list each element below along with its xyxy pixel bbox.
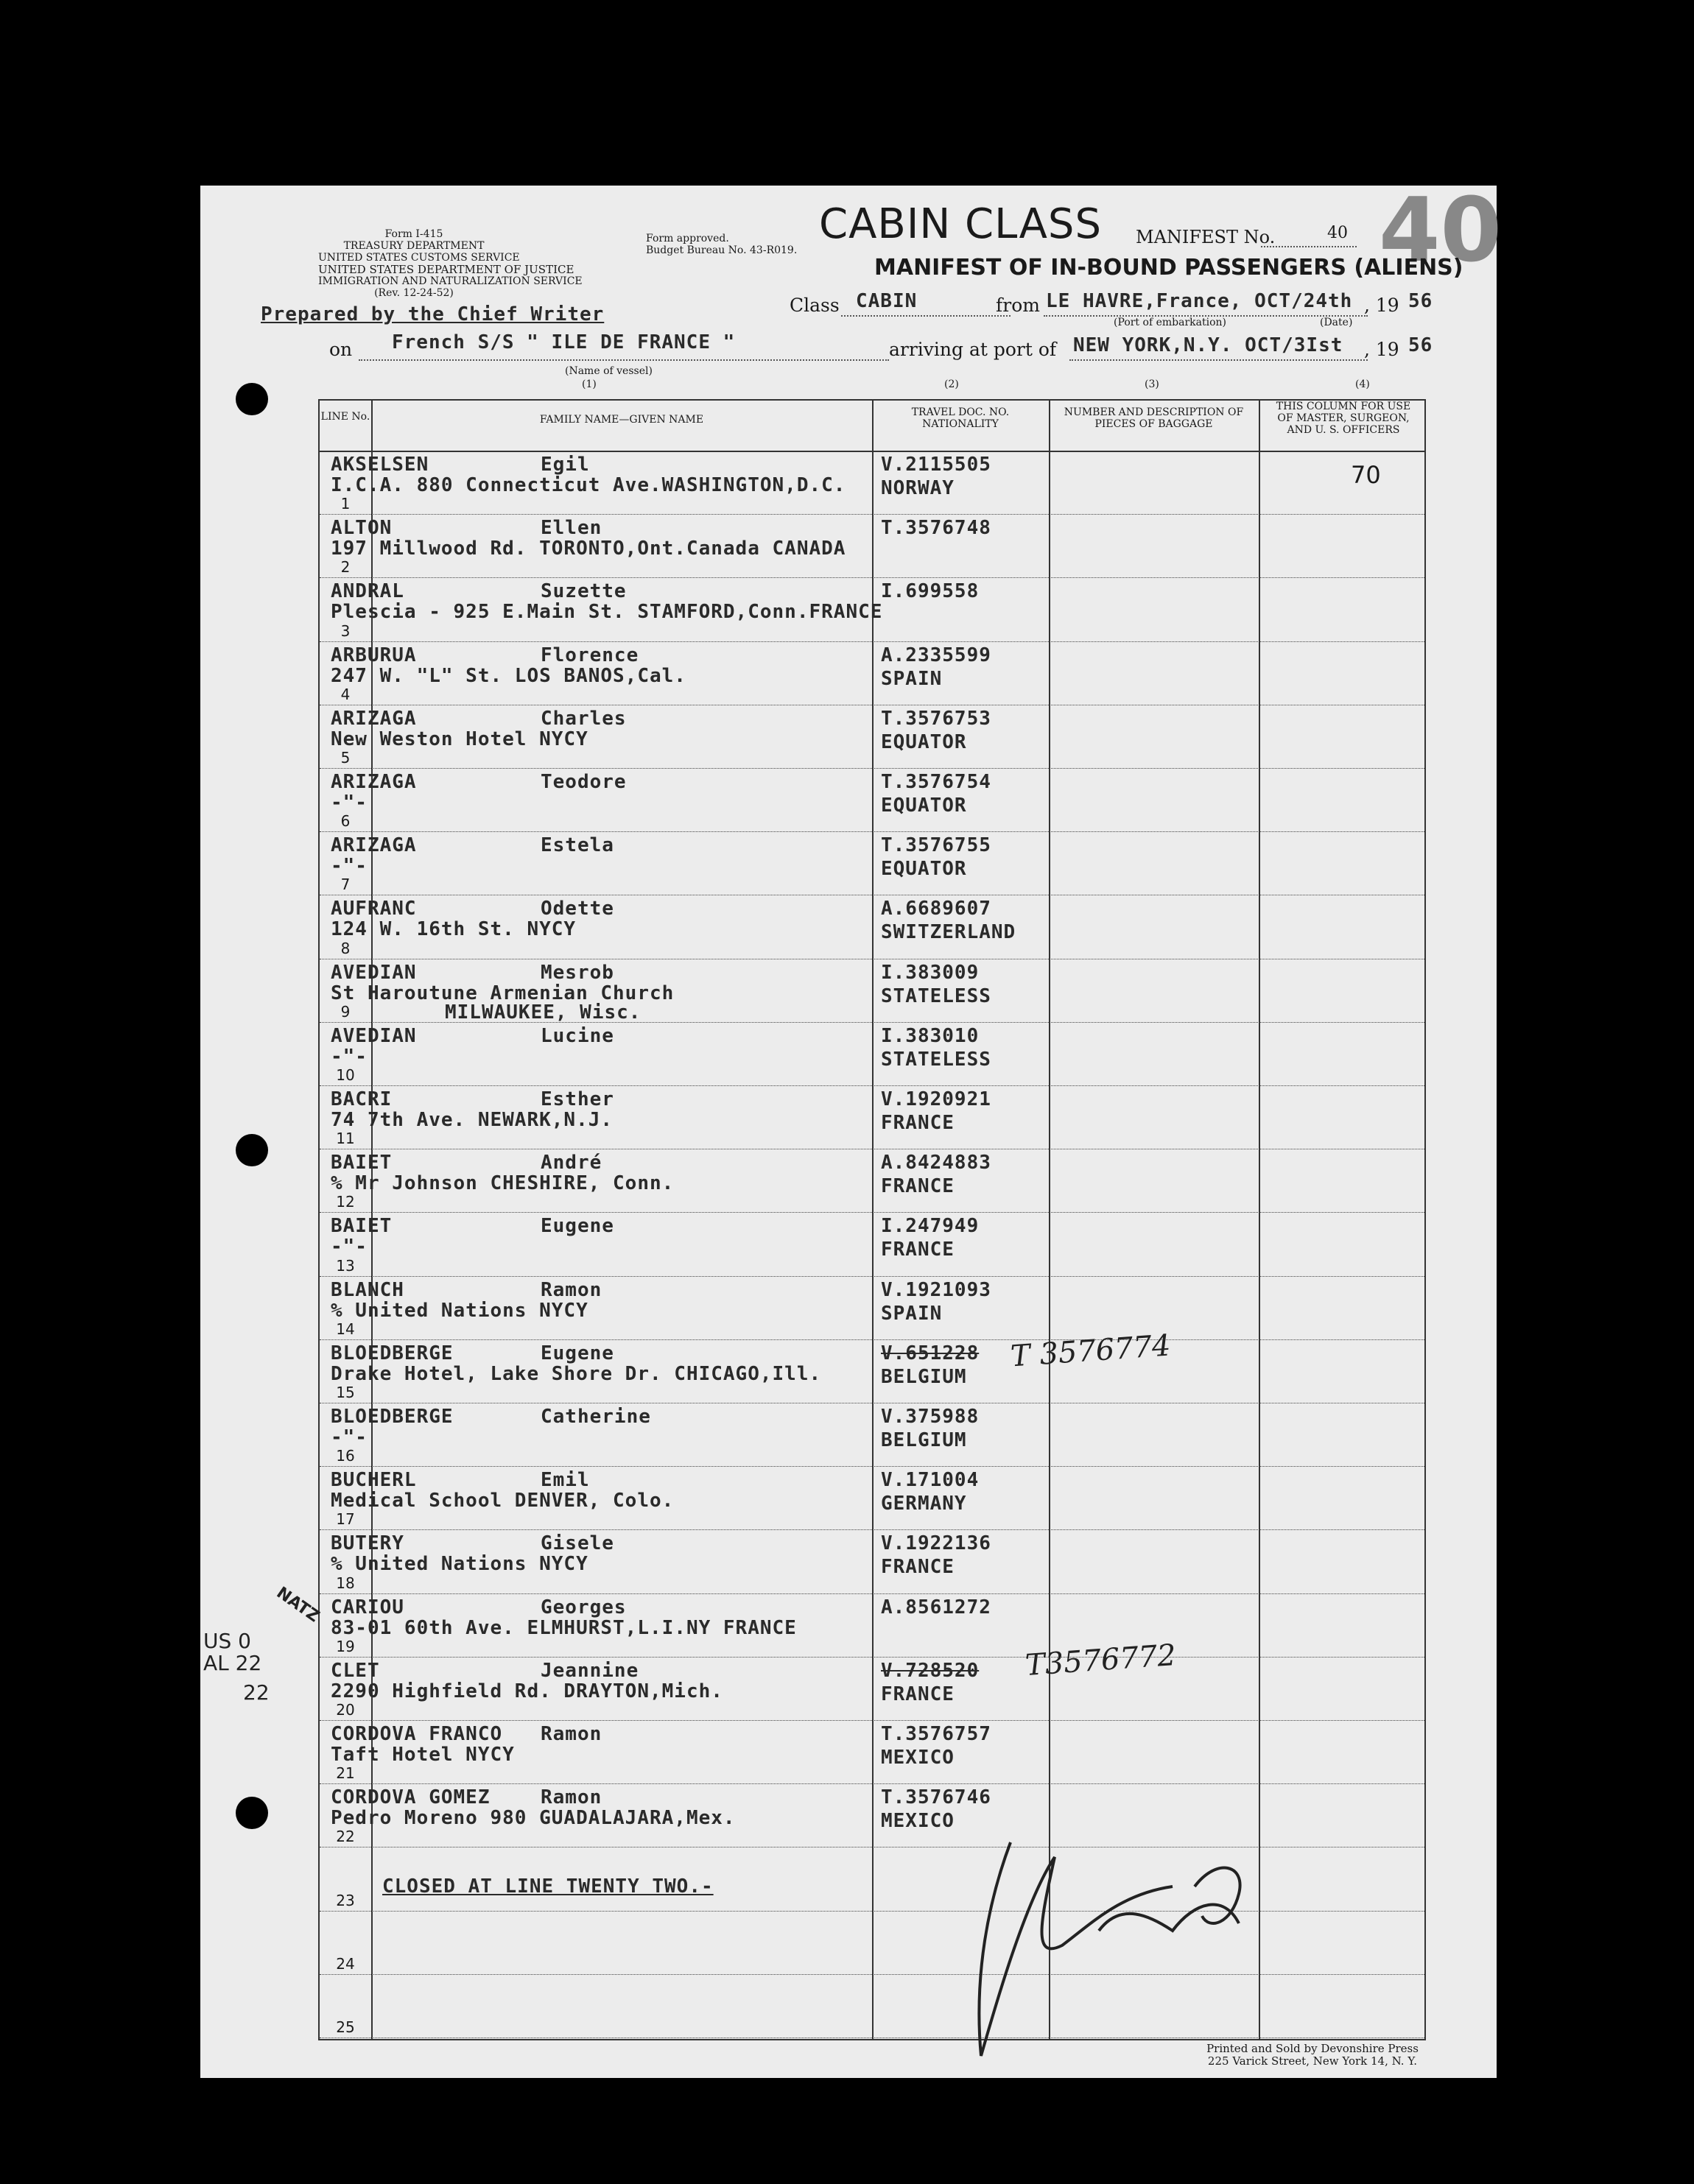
table-row <box>320 1339 1424 1403</box>
line-number: 7 <box>340 876 351 894</box>
given-name: Catherine <box>541 1406 651 1428</box>
given-name: Estela <box>541 834 614 857</box>
year1-value: 56 <box>1408 290 1433 312</box>
customs-service: UNITED STATES CUSTOMS SERVICE <box>318 252 520 264</box>
nationality: EQUATOR <box>881 858 967 881</box>
address: 74 7th Ave. NEWARK,N.J. <box>331 1109 614 1131</box>
cabin-class-title: CABIN CLASS <box>819 200 1103 248</box>
line-number: 14 <box>336 1320 355 1338</box>
line-number: 21 <box>336 1764 355 1783</box>
family-name: BACRI <box>331 1088 393 1110</box>
table-row <box>320 1276 1424 1339</box>
from-label: from <box>996 295 1040 316</box>
address: -"- <box>331 1426 368 1448</box>
form-approval <box>646 233 815 256</box>
table-row <box>320 1149 1424 1212</box>
line-number: 5 <box>340 748 351 767</box>
travel-doc-number: A.8424883 <box>881 1152 991 1174</box>
revision: (Rev. 12-24-52) <box>374 287 454 299</box>
travel-doc-number: T.3576757 <box>881 1723 991 1745</box>
travel-doc-number: I.383009 <box>881 961 980 984</box>
class-label: Class <box>790 295 840 316</box>
given-name: Teodore <box>541 771 627 793</box>
family-name: BAIET <box>331 1152 393 1174</box>
given-name: Eugene <box>541 1215 614 1238</box>
on-label: on <box>329 339 353 360</box>
col-header-baggage: NUMBER AND DESCRIPTION OF PIECES OF BAGGAGE <box>1064 406 1244 430</box>
given-name: Jeannine <box>541 1659 639 1682</box>
margin-note-3: 22 <box>243 1680 270 1705</box>
travel-doc-number: V.1921093 <box>881 1278 991 1301</box>
family-name: BLANCH <box>331 1278 404 1301</box>
line-number: 15 <box>336 1383 355 1401</box>
port-embark-caption: (Port of embarkation) <box>1114 317 1226 328</box>
travel-doc-number: A.8561272 <box>881 1596 991 1618</box>
family-name: ARBURUA <box>331 644 417 666</box>
line-number: 11 <box>336 1130 355 1148</box>
given-name: Georges <box>541 1596 627 1618</box>
family-name: BUCHERL <box>331 1469 417 1492</box>
nationality: SWITZERLAND <box>881 921 1016 944</box>
year2-value: 56 <box>1408 334 1433 356</box>
table-row <box>320 1593 1424 1657</box>
given-name: Suzette <box>541 580 627 603</box>
manifest-label: MANIFEST No. <box>1136 227 1276 247</box>
address: Plescia - 925 E.Main St. STAMFORD,Conn.FRANCE <box>331 601 883 624</box>
family-name: ANDRAL <box>331 580 404 603</box>
treasury-dept: TREASURY DEPARTMENT <box>343 240 485 252</box>
nationality: FRANCE <box>881 1112 955 1134</box>
ins-service: IMMIGRATION AND NATURALIZATION SERVICE <box>318 275 583 287</box>
punch-hole-top <box>236 383 268 415</box>
date-caption: (Date) <box>1320 317 1353 328</box>
nationality: MEXICO <box>881 1810 955 1833</box>
travel-doc-number: V.2115505 <box>881 454 991 476</box>
given-name: Ramon <box>541 1786 602 1809</box>
given-name: André <box>541 1152 602 1174</box>
family-name: BUTERY <box>331 1532 404 1555</box>
nationality: BELGIUM <box>881 1429 967 1451</box>
travel-doc-number: V.651228 <box>881 1342 980 1364</box>
address: % Mr Johnson CHESHIRE, Conn. <box>331 1172 675 1195</box>
address: 83-01 60th Ave. ELMHURST,L.I.NY FRANCE <box>331 1616 797 1639</box>
address: -"- <box>331 792 368 814</box>
form-number: Form I-415 <box>384 228 443 240</box>
line-number: 24 <box>336 1954 355 1973</box>
officer-note: 70 <box>1351 461 1381 489</box>
punch-hole-bottom <box>236 1797 268 1829</box>
table-row <box>320 959 1424 1022</box>
nationality: EQUATOR <box>881 730 967 753</box>
given-name: Egil <box>541 454 590 476</box>
col-index-1: (1) <box>582 378 597 390</box>
nationality: FRANCE <box>881 1683 955 1705</box>
given-name: Odette <box>541 898 614 920</box>
nationality: GERMANY <box>881 1493 967 1515</box>
address: 197 Millwood Rd. TORONTO,Ont.Canada CANADA <box>331 538 846 560</box>
nationality: FRANCE <box>881 1175 955 1198</box>
line-number: 20 <box>336 1700 355 1719</box>
margin-note-2: AL 22 <box>203 1651 262 1675</box>
given-name: Ramon <box>541 1723 602 1745</box>
line-number: 25 <box>336 2018 355 2036</box>
travel-doc-number: A.2335599 <box>881 644 991 666</box>
manifest-number-stamp: 40 <box>1379 180 1502 282</box>
given-name: Ramon <box>541 1278 602 1301</box>
address: % United Nations NYCY <box>331 1553 588 1576</box>
table-row <box>320 1466 1424 1529</box>
arriving-value: NEW YORK,N.Y. OCT/3Ist <box>1073 334 1343 356</box>
manifest-subtitle: MANIFEST OF IN-BOUND PASSENGERS (ALIENS) <box>874 255 1463 281</box>
address: New Weston Hotel NYCY <box>331 728 588 750</box>
given-name: Lucine <box>541 1024 614 1047</box>
table-row <box>320 1720 1424 1783</box>
family-name: CARIOU <box>331 1596 404 1618</box>
travel-doc-number: I.247949 <box>881 1215 980 1238</box>
vessel-name: French S/S " ILE DE FRANCE " <box>392 331 736 353</box>
line-number: 4 <box>340 685 351 703</box>
table-row <box>320 1212 1424 1275</box>
travel-doc-number: V.1922136 <box>881 1532 991 1555</box>
col-header-name: FAMILY NAME—GIVEN NAME <box>539 414 704 426</box>
table-row <box>320 1022 1424 1085</box>
address: Medical School DENVER, Colo. <box>331 1490 675 1512</box>
handwritten-doc-row20: T3576772 <box>1024 1638 1178 1683</box>
col-index-4: (4) <box>1355 378 1370 390</box>
manifest-number: 40 <box>1327 224 1348 242</box>
travel-doc-number: I.699558 <box>881 580 980 603</box>
printer-line-2: 225 Varick Street, New York 14, N. Y. <box>1207 2054 1418 2068</box>
address: 124 W. 16th St. NYCY <box>331 918 577 941</box>
line-number: 8 <box>340 939 351 957</box>
line-number: 16 <box>336 1447 355 1465</box>
travel-doc-number: T.3576748 <box>881 517 991 540</box>
family-name: CORDOVA GOMEZ <box>331 1786 491 1809</box>
passenger-table <box>318 399 1426 2040</box>
col-index-3: (3) <box>1145 378 1159 390</box>
table-row <box>320 1529 1424 1593</box>
punch-hole-middle <box>236 1134 268 1166</box>
line-number: 13 <box>336 1256 355 1275</box>
given-name: Eugene <box>541 1342 614 1364</box>
margin-notes <box>203 1630 270 1704</box>
travel-doc-number: V.375988 <box>881 1406 980 1428</box>
line-number: 6 <box>340 812 351 831</box>
address: 2290 Highfield Rd. DRAYTON,Mich. <box>331 1680 723 1702</box>
margin-note-1: US 0 <box>203 1629 251 1653</box>
line-number: 19 <box>336 1637 355 1655</box>
col-header-officers: THIS COLUMN FOR USE OF MASTER, SURGEON, AND U. S. OFFICERS <box>1276 401 1411 436</box>
family-name: BLOEDBERGE <box>331 1342 454 1364</box>
address: -"- <box>331 855 368 878</box>
line-number: 9 <box>340 1002 351 1021</box>
table-row <box>320 1657 1424 1720</box>
nationality: FRANCE <box>881 1239 955 1261</box>
travel-doc-number: T.3576755 <box>881 834 991 857</box>
nationality: STATELESS <box>881 984 991 1007</box>
address: Taft Hotel NYCY <box>331 1744 515 1766</box>
nationality: BELGIUM <box>881 1365 967 1388</box>
vessel-caption: (Name of vessel) <box>565 365 653 377</box>
signature-image <box>929 1813 1312 2078</box>
handwritten-doc-row15: T 3576774 <box>1009 1328 1172 1374</box>
family-name: CLET <box>331 1659 380 1682</box>
travel-doc-number: T.3576754 <box>881 771 991 793</box>
family-name: AVEDIAN <box>331 961 417 984</box>
given-name: Gisele <box>541 1532 614 1555</box>
prepared-by: Prepared by the Chief Writer <box>261 303 605 325</box>
justice-dept: UNITED STATES DEPARTMENT OF JUSTICE <box>318 263 574 276</box>
given-name: Esther <box>541 1088 614 1110</box>
class-value: CABIN <box>856 290 918 312</box>
nationality: STATELESS <box>881 1048 991 1071</box>
manifest-sheet <box>200 180 1502 2078</box>
given-name: Mesrob <box>541 961 614 984</box>
line-number: 12 <box>336 1193 355 1211</box>
table-row <box>320 1403 1424 1466</box>
nationality: EQUATOR <box>881 795 967 817</box>
travel-doc-number: V.1920921 <box>881 1088 991 1110</box>
family-name: BAIET <box>331 1215 393 1238</box>
given-name: Emil <box>541 1469 590 1492</box>
travel-doc-number: V.171004 <box>881 1469 980 1492</box>
given-name: Charles <box>541 707 627 730</box>
table-row <box>320 831 1424 895</box>
travel-doc-number: V.728520 <box>881 1659 980 1682</box>
line-number: 18 <box>336 1574 355 1592</box>
address: Pedro Moreno 980 GUADALAJARA,Mex. <box>331 1807 736 1830</box>
year2-prefix: , 19 <box>1364 339 1399 360</box>
budget-bureau: Budget Bureau No. 43-R019. <box>646 244 798 256</box>
given-name: Florence <box>541 644 639 666</box>
closing-text: CLOSED AT LINE TWENTY TWO.- <box>382 1875 714 1898</box>
col-index-2: (2) <box>944 378 959 390</box>
family-name: BLOEDBERGE <box>331 1406 454 1428</box>
address: I.C.A. 880 Connecticut Ave.WASHINGTON,D.C. <box>331 474 846 496</box>
address: -"- <box>331 1045 368 1068</box>
col-header-travel-doc: TRAVEL DOC. NO. NATIONALITY <box>911 406 1010 430</box>
table-row <box>320 641 1424 705</box>
family-name: ARIZAGA <box>331 771 417 793</box>
line-number: 10 <box>336 1065 355 1084</box>
address: 247 W. "L" St. LOS BANOS,Cal. <box>331 664 686 687</box>
table-row <box>320 768 1424 831</box>
col-header-line-no: LINE No. <box>320 411 370 423</box>
travel-doc-number: A.6689607 <box>881 898 991 920</box>
address: % United Nations NYCY <box>331 1299 588 1322</box>
nationality: MEXICO <box>881 1747 955 1769</box>
nationality: SPAIN <box>881 1302 943 1325</box>
family-name: AUFRANC <box>331 898 417 920</box>
travel-doc-number: T.3576753 <box>881 707 991 730</box>
form-agency-block <box>318 228 583 299</box>
nationality: SPAIN <box>881 667 943 690</box>
form-approved: Form approved. <box>646 233 729 244</box>
line-number: 3 <box>340 621 351 640</box>
line-number: 23 <box>336 1891 355 1909</box>
address: -"- <box>331 1236 368 1258</box>
family-name: ALTON <box>331 517 393 540</box>
family-name: CORDOVA FRANCO <box>331 1723 503 1745</box>
year1-prefix: , 19 <box>1364 295 1399 316</box>
table-row <box>320 451 1424 514</box>
from-value: LE HAVRE,France, OCT/24th <box>1046 290 1353 312</box>
table-row <box>320 895 1424 958</box>
address-line-2: MILWAUKEE, Wisc. <box>445 1001 642 1024</box>
line-number: 22 <box>336 1828 355 1846</box>
natz-stamp: NATZ <box>273 1583 323 1627</box>
family-name: AKSELSEN <box>331 454 429 476</box>
table-row <box>320 577 1424 641</box>
address: Drake Hotel, Lake Shore Dr. CHICAGO,Ill. <box>331 1362 822 1385</box>
line-number: 2 <box>340 558 351 577</box>
table-row <box>320 1085 1424 1149</box>
nationality: FRANCE <box>881 1556 955 1579</box>
travel-doc-number: I.383010 <box>881 1024 980 1047</box>
printer-line-1: Printed and Sold by Devonshire Press <box>1206 2042 1419 2055</box>
travel-doc-number: T.3576746 <box>881 1786 991 1809</box>
family-name: ARIZAGA <box>331 707 417 730</box>
address: St Haroutune Armenian Church <box>331 982 675 1004</box>
nationality: NORWAY <box>881 477 955 499</box>
arriving-label: arriving at port of <box>889 339 1057 360</box>
table-row <box>320 514 1424 577</box>
table-row <box>320 705 1424 768</box>
printer-imprint <box>1158 2043 1467 2068</box>
given-name: Ellen <box>541 517 602 540</box>
line-number: 1 <box>340 495 351 513</box>
family-name: AVEDIAN <box>331 1024 417 1047</box>
family-name: ARIZAGA <box>331 834 417 857</box>
line-number: 17 <box>336 1510 355 1529</box>
